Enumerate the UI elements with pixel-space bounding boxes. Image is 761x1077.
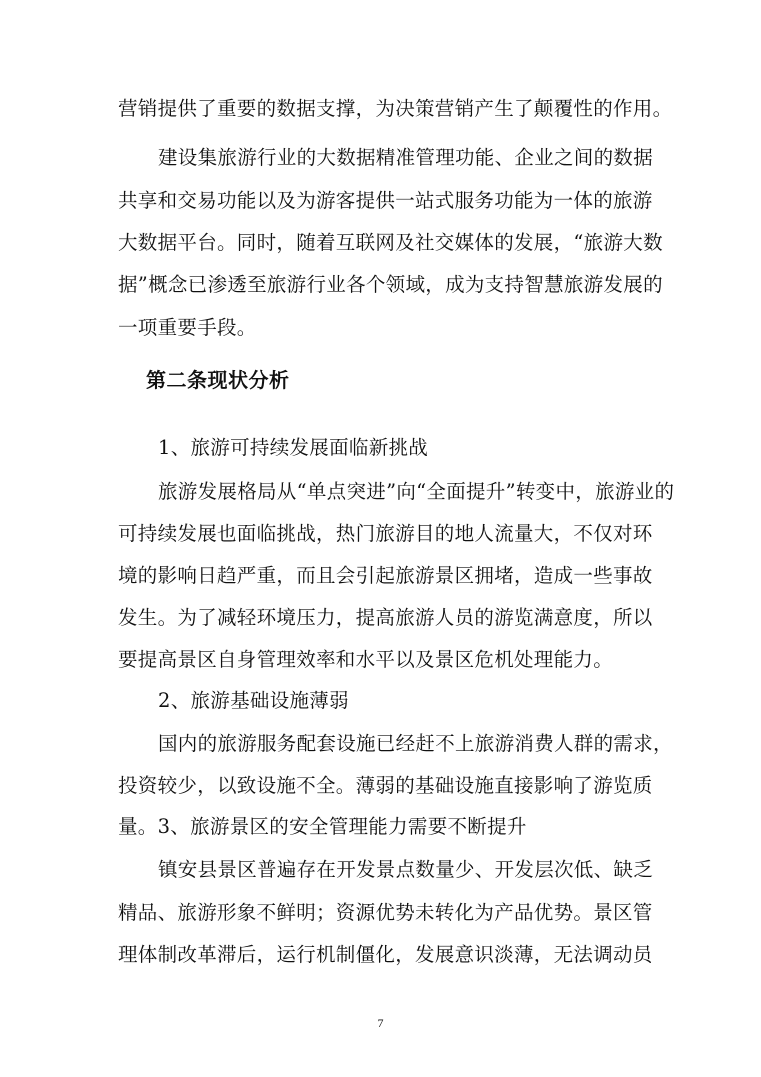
body-text-line: 镇安县景区普遍存在开发景点数量少、开发层次低、缺乏 — [158, 858, 654, 881]
section-heading: 第二条现状分析 — [146, 368, 290, 392]
body-text-line: 发生。为了减轻环境压力，提高旅游人员的游览满意度，所以 — [118, 606, 653, 629]
subsection-title: 1、旅游可持续发展面临新挑战 — [158, 436, 429, 459]
body-text-line: 旅游发展格局从“单点突进”向“全面提升”转变中，旅游业的 — [158, 480, 675, 503]
body-text-line: 精品、旅游形象不鲜明；资源优势未转化为产品优势。景区管 — [118, 901, 653, 924]
body-text-line: 量。3、旅游景区的安全管理能力需要不断提升 — [118, 815, 527, 838]
page-number: 7 — [377, 1016, 384, 1030]
body-text-line: 据”概念已渗透至旅游行业各个领域，成为支持智慧旅游发展的 — [118, 273, 663, 296]
body-text-line: 要提高景区自身管理效率和水平以及景区危机处理能力。 — [118, 648, 614, 671]
body-text-line: 投资较少，以致设施不全。薄弱的基础设施直接影响了游览质 — [118, 774, 653, 797]
body-text-line: 营销提供了重要的数据支撑，为决策营销产生了颠覆性的作用。 — [118, 97, 673, 120]
body-text-line: 大数据平台。同时，随着互联网及社交媒体的发展，“旅游大数 — [118, 231, 663, 254]
body-text-line: 理体制改革滞后，运行机制僵化，发展意识淡薄，无法调动员 — [118, 943, 653, 966]
body-text-line: 国内的旅游服务配套设施已经赶不上旅游消费人群的需求， — [158, 732, 673, 755]
subsection-title: 2、旅游基础设施薄弱 — [158, 689, 349, 712]
body-text-line: 境的影响日趋严重，而且会引起旅游景区拥堵，造成一些事故 — [118, 564, 653, 587]
body-text-line: 共享和交易功能以及为游客提供一站式服务功能为一体的旅游 — [118, 189, 653, 212]
body-text-line: 可持续发展也面临挑战，热门旅游目的地人流量大，不仅对环 — [118, 522, 653, 545]
body-text-line: 建设集旅游行业的大数据精准管理功能、企业之间的数据 — [158, 146, 654, 169]
body-text-line: 一项重要手段。 — [118, 316, 257, 339]
